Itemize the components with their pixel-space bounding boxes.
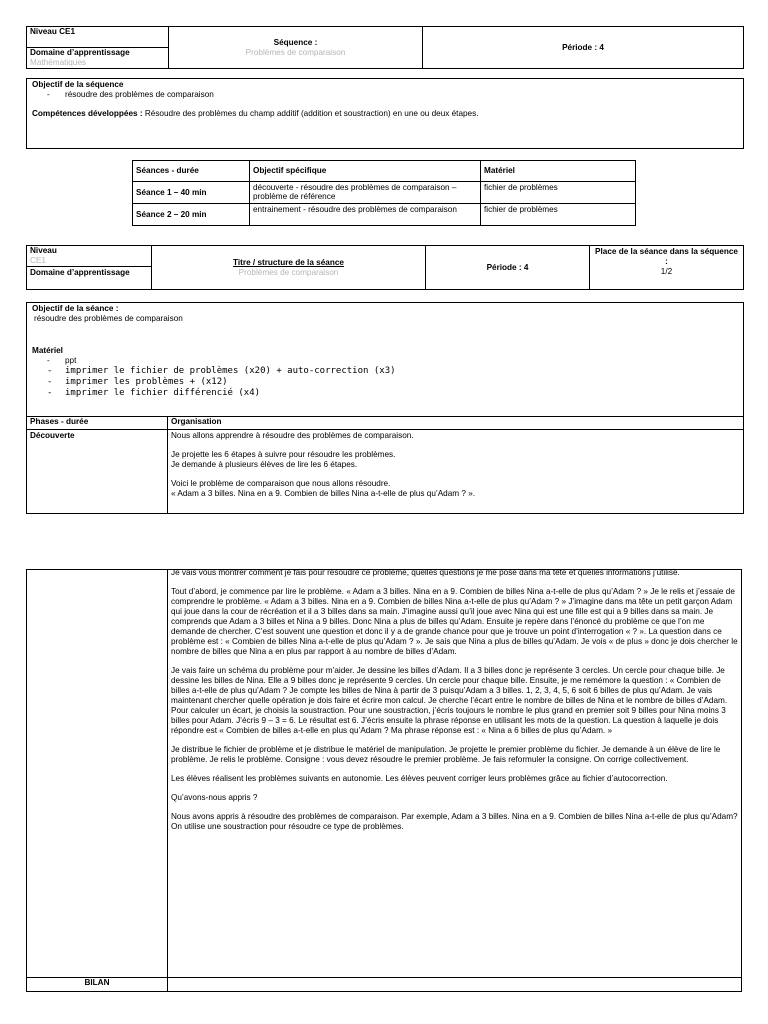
niveau-domaine-cell-2 — [27, 246, 152, 290]
seances-header-seance: Séances - durée — [133, 161, 250, 182]
table-row — [27, 430, 744, 514]
periode-cell-2: Période : 4 — [426, 246, 590, 290]
organisation-line: « Adam a 3 billes. Nina en a 9. Combien de billes Nina a-t-elle de plus qu’Adam ? ». — [171, 489, 476, 498]
organisation-line: Voici le problème de comparaison que nous allons résoudre. — [171, 479, 391, 488]
bilan-label: BILAN — [27, 978, 168, 992]
titre-cell — [152, 246, 426, 290]
table-row — [133, 182, 636, 204]
organisation-decouverte — [168, 430, 744, 514]
organisation-line: Je demande à plusieurs élèves de lire les 6 étapes. — [171, 460, 358, 469]
niveau-domaine-cell — [27, 27, 169, 69]
objectif-sequence-box — [26, 78, 744, 149]
objectif-seance-label: Objectif de la séance : — [32, 304, 119, 313]
sequence-cell — [169, 27, 423, 69]
organisation-text — [168, 570, 742, 978]
materiel-label: Matériel — [32, 346, 63, 355]
seances-table — [132, 160, 636, 226]
niveau-label: Niveau CE1 — [27, 27, 168, 48]
sequence-label: Séquence : — [273, 37, 318, 47]
table-row — [27, 978, 742, 992]
place-value: 1/2 — [660, 267, 673, 276]
periode-cell: Période : 4 — [423, 27, 744, 69]
niveau-label-2: Niveau — [30, 246, 57, 255]
paragraph: Je distribue le fichier de problème et je distribue le matériel de manipulation. Je projette le premier problème du fichier. Je demande à un élève de lire le problème. Je relis le problème. Consigne : vous devez résoudre le premier problème. Je fais reformuler la consigne. On corrige collectivement. — [171, 745, 721, 764]
seances-header-materiel: Matériel — [481, 161, 636, 182]
organisation-line: Nous allons apprendre à résoudre des problèmes de comparaison. — [171, 431, 414, 440]
table-row — [133, 204, 636, 226]
competences-text: Résoudre des problèmes du champ additif (addition et soustraction) en une ou deux étapes. — [142, 109, 479, 118]
seance-name: Séance 2 – 20 min — [133, 204, 250, 226]
domaine-label-2: Domaine d’apprentissage — [30, 268, 130, 277]
phase-decouverte: Découverte — [27, 430, 168, 514]
materiel-list — [32, 356, 738, 399]
seance-materiel: fichier de problèmes — [481, 204, 636, 226]
domaine-label: Domaine d’apprentissage — [30, 48, 130, 57]
domaine-value: Mathématiques — [30, 58, 86, 67]
phases-table — [26, 416, 744, 514]
header-table-sequence — [26, 26, 744, 69]
niveau-value-2: CE1 — [27, 256, 151, 267]
organisation-line: Je projette les 6 étapes à suivre pour résoudre les problèmes. — [171, 450, 396, 459]
sequence-value: Problèmes de comparaison — [245, 47, 346, 57]
continuation-table — [26, 569, 742, 992]
objectif-materiel-box — [26, 302, 744, 416]
seance-materiel: fichier de problèmes — [481, 182, 636, 204]
competences-line — [32, 109, 738, 119]
list-item: - ppt — [32, 356, 738, 366]
paragraph: Je vais faire un schéma du problème pour m’aider. Je dessine les billes d’Adam. Il a 3 billes donc je représente 3 cercles. Un cercle pour chaque bille. Je dessine les billes de Nina. Elle a 9 billes donc je représente 9 cercles. Un cercle pour chaque bille. Ensuite, je me remémore la question : « Combien de billes a-t-elle de plus qu’Adam ? Je compte les billes de Nina à partir de 3 puisqu’Adam a 3 billes. 1, 2, 3, 4, 5, 6 soit 6 billes de plus qu’Adam. Je vais maintenant chercher quelle opération je dois faire et écrire mon calcul. Je cherche l’écart entre le nombre de billes de Nina et le nombre de billes d’Adam. Pour calculer un écart, je choisis la soustraction. Pour une soustraction, j’écris toujours le nombre le plus grand en premier soit 9 billes pour Nina moins 3 billes pour Adam. J’écris 9 – 3 = 6. Le résultat est 6. J’écris ensuite la phrase réponse en utilisant les mots de la question. La question à laquelle je dois répondre est « Combien de billes a-t-elle en plus qu’Adam ? Ma phrase réponse est : « Nina a 6 billes de plus qu’Adam. » — [171, 666, 728, 735]
organisation-header: Organisation — [168, 417, 744, 430]
seances-header-objectif: Objectif spécifique — [250, 161, 481, 182]
paragraph: Qu’avons-nous appris ? — [171, 793, 258, 802]
phase-empty-cell — [27, 570, 168, 978]
list-item: - imprimer le fichier de problèmes (x20) + auto-correction (x3) — [32, 366, 738, 377]
header-table-seance — [26, 245, 744, 290]
objectif-sequence-title: Objectif de la séquence — [32, 80, 124, 89]
paragraph: Tout d’abord, je commence par lire le problème. « Adam a 3 billes. Nina en a 9. Combien de billes Nina a-t-elle de plus qu’Adam ? » Je le relis et j’essaie de comprendre le problème. « Adam a 3 billes. Nina en a 9. Combien de billes Nina a-t-elle de plus qu’Adam ? » J’imagine dans ma tête un petit garçon Adam qui joue dans la cour de récréation et il a 3 billes dans sa main. J’imagine aussi qu’il joue avec Nina qui est une fille est qui a 9 billes dans sa main. Je comprends que Adam a 3 billes et Nina a 9 billes. Donc Nina a plus de billes qu’Adam. Ensuite je repère dans l’énoncé du problème ce que l’on me demande de chercher. C’est souvent une question et donc il y a de grande chance pour que je trouve un point d’interrogation « ? ». La question dans ce problème est : « Combien de billes Nina a-t-elle de plus qu’Adam ? ». Je sais que Nina a plus de billes qu’Adam. Je vois « de plus » donc je dois chercher le nombre de billes que Nina a en plus par rapport à au nombre de billes d’Adam. — [171, 587, 738, 656]
seance-objectif: entrainement - résoudre des problèmes de comparaison — [250, 204, 481, 226]
seance-objectif: découverte - résoudre des problèmes de comparaison – problème de référence — [250, 182, 481, 204]
place-label: Place de la séance dans la séquence : — [595, 247, 738, 266]
bilan-empty-cell — [168, 978, 742, 992]
objectif-seance-value: résoudre des problèmes de comparaison — [34, 314, 183, 323]
place-cell — [590, 246, 744, 290]
seance-name: Séance 1 – 40 min — [133, 182, 250, 204]
paragraph: Nous avons appris à résoudre des problèmes de comparaison. Par exemple, Adam a 3 billes. Nina en a 9. Combien de billes Nina a-t-elle de plus qu’Adam? On utilise une soustraction pour résoudre ce type de problèmes. — [171, 812, 738, 831]
list-item: - imprimer les problèmes + (x12) — [32, 377, 738, 388]
paragraph: Les élèves réalisent les problèmes suivants en autonomie. Les élèves peuvent corriger leurs problèmes grâce au fichier d’autocorrection. — [171, 774, 668, 783]
table-row — [27, 570, 742, 978]
list-item: - imprimer le fichier différencié (x4) — [32, 388, 738, 399]
phases-header: Phases - durée — [27, 417, 168, 430]
paragraph: Je vais vous montrer comment je fais pour résoudre ce problème, quelles questions je me pose dans ma tête et quelles informations j’utilise. — [171, 568, 680, 577]
objectif-sequence-item: - résoudre des problèmes de comparaison — [32, 90, 738, 100]
competences-label: Compétences développées : — [32, 109, 143, 118]
titre-value: Problèmes de comparaison — [238, 267, 339, 277]
titre-label: Titre / structure de la séance — [233, 257, 344, 267]
